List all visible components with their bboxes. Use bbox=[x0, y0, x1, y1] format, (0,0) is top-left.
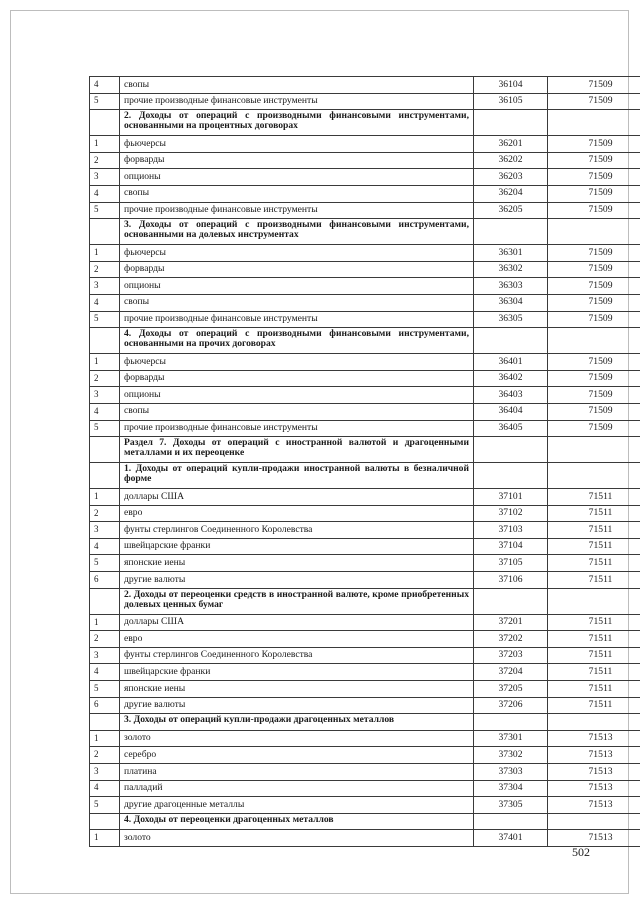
row-account: 71511 bbox=[548, 647, 640, 664]
row-name: прочие производные финансовые инструменты bbox=[120, 420, 474, 437]
row-number bbox=[90, 463, 120, 489]
row-name: фьючерсы bbox=[120, 245, 474, 262]
row-code: 36205 bbox=[474, 202, 548, 219]
table-row bbox=[90, 780, 640, 797]
row-code: 37103 bbox=[474, 522, 548, 539]
row-number bbox=[90, 110, 120, 136]
row-account: 71509 bbox=[548, 93, 640, 110]
table-row bbox=[90, 311, 640, 328]
table-row bbox=[90, 505, 640, 522]
row-code bbox=[474, 813, 548, 830]
row-account: 71509 bbox=[548, 185, 640, 202]
table-row bbox=[90, 354, 640, 371]
row-code: 37201 bbox=[474, 614, 548, 631]
row-code: 36304 bbox=[474, 294, 548, 311]
table-row bbox=[90, 664, 640, 681]
row-name: 3. Доходы от операций купли-продажи драгоценных металлов bbox=[120, 714, 474, 731]
row-number bbox=[90, 588, 120, 614]
row-account bbox=[548, 110, 640, 136]
row-code: 36305 bbox=[474, 311, 548, 328]
row-name: 2. Доходы от переоценки средств в иностранной валюте, кроме приобретенных долевых ценных бумаг bbox=[120, 588, 474, 614]
row-account: 71511 bbox=[548, 631, 640, 648]
row-name: палладий bbox=[120, 780, 474, 797]
row-account: 71511 bbox=[548, 697, 640, 714]
table-body bbox=[90, 77, 640, 847]
row-code: 36302 bbox=[474, 261, 548, 278]
row-code: 36405 bbox=[474, 420, 548, 437]
row-number: 4 bbox=[90, 294, 120, 311]
table-row bbox=[90, 77, 640, 94]
section-heading-row bbox=[90, 437, 640, 463]
row-name: опционы bbox=[120, 169, 474, 186]
row-number: 3 bbox=[90, 522, 120, 539]
row-number: 1 bbox=[90, 354, 120, 371]
row-number: 1 bbox=[90, 489, 120, 506]
row-account: 71513 bbox=[548, 830, 640, 847]
row-code: 37301 bbox=[474, 730, 548, 747]
row-name: опционы bbox=[120, 387, 474, 404]
row-name: платина bbox=[120, 764, 474, 781]
row-name: золото bbox=[120, 730, 474, 747]
table-row bbox=[90, 93, 640, 110]
row-number: 3 bbox=[90, 764, 120, 781]
row-name: доллары США bbox=[120, 614, 474, 631]
row-number: 6 bbox=[90, 697, 120, 714]
row-code: 37106 bbox=[474, 572, 548, 589]
row-name: фьючерсы bbox=[120, 354, 474, 371]
row-name: швейцарские франки bbox=[120, 664, 474, 681]
table-row bbox=[90, 555, 640, 572]
row-name: 1. Доходы от операций купли-продажи иностранной валюты в безналичной форме bbox=[120, 463, 474, 489]
table-row bbox=[90, 697, 640, 714]
row-name: прочие производные финансовые инструменты bbox=[120, 311, 474, 328]
row-account: 71511 bbox=[548, 489, 640, 506]
row-code bbox=[474, 328, 548, 354]
row-code: 37303 bbox=[474, 764, 548, 781]
row-number: 2 bbox=[90, 370, 120, 387]
row-code: 36203 bbox=[474, 169, 548, 186]
row-name: другие валюты bbox=[120, 697, 474, 714]
row-number: 2 bbox=[90, 261, 120, 278]
table-row bbox=[90, 202, 640, 219]
row-number: 1 bbox=[90, 830, 120, 847]
row-code: 37305 bbox=[474, 797, 548, 814]
row-code: 36402 bbox=[474, 370, 548, 387]
row-name: японские иены bbox=[120, 681, 474, 698]
row-account: 71509 bbox=[548, 152, 640, 169]
row-number: 5 bbox=[90, 797, 120, 814]
row-account: 71511 bbox=[548, 681, 640, 698]
table-row bbox=[90, 185, 640, 202]
row-number: 5 bbox=[90, 420, 120, 437]
row-number: 5 bbox=[90, 311, 120, 328]
row-number: 2 bbox=[90, 505, 120, 522]
row-account: 71509 bbox=[548, 294, 640, 311]
row-name: опционы bbox=[120, 278, 474, 295]
row-number: 5 bbox=[90, 555, 120, 572]
section-heading-row bbox=[90, 463, 640, 489]
table-row bbox=[90, 152, 640, 169]
table-row bbox=[90, 169, 640, 186]
section-heading-row bbox=[90, 328, 640, 354]
row-number: 3 bbox=[90, 278, 120, 295]
row-name: свопы bbox=[120, 294, 474, 311]
row-name: свопы bbox=[120, 403, 474, 420]
row-name: Раздел 7. Доходы от операций с иностранной валютой и драгоценными металлами и их переоценке bbox=[120, 437, 474, 463]
row-name: 4. Доходы от переоценки драгоценных металлов bbox=[120, 813, 474, 830]
row-number bbox=[90, 714, 120, 731]
row-name: свопы bbox=[120, 185, 474, 202]
table-row bbox=[90, 278, 640, 295]
row-name: форварды bbox=[120, 370, 474, 387]
row-code: 37206 bbox=[474, 697, 548, 714]
table-row bbox=[90, 830, 640, 847]
row-code: 36403 bbox=[474, 387, 548, 404]
section-heading-row bbox=[90, 219, 640, 245]
row-account bbox=[548, 463, 640, 489]
table-row bbox=[90, 522, 640, 539]
row-account: 71511 bbox=[548, 505, 640, 522]
row-number: 6 bbox=[90, 572, 120, 589]
row-name: фунты стерлингов Соединенного Королевства bbox=[120, 647, 474, 664]
row-number: 4 bbox=[90, 185, 120, 202]
row-number: 1 bbox=[90, 614, 120, 631]
row-name: японские иены bbox=[120, 555, 474, 572]
row-code: 36301 bbox=[474, 245, 548, 262]
row-account: 71513 bbox=[548, 764, 640, 781]
row-code bbox=[474, 463, 548, 489]
table-row bbox=[90, 681, 640, 698]
row-number: 2 bbox=[90, 631, 120, 648]
row-number bbox=[90, 328, 120, 354]
row-account: 71513 bbox=[548, 730, 640, 747]
section-heading-row bbox=[90, 813, 640, 830]
row-name: 3. Доходы от операций с производными финансовыми инструментами, основанными на долевых инструментах bbox=[120, 219, 474, 245]
row-account: 71509 bbox=[548, 169, 640, 186]
section-heading-row bbox=[90, 714, 640, 731]
row-name: форварды bbox=[120, 261, 474, 278]
row-code: 37102 bbox=[474, 505, 548, 522]
row-account: 71511 bbox=[548, 522, 640, 539]
row-code: 36105 bbox=[474, 93, 548, 110]
row-account: 71509 bbox=[548, 420, 640, 437]
table-row bbox=[90, 797, 640, 814]
row-code bbox=[474, 110, 548, 136]
row-account: 71511 bbox=[548, 614, 640, 631]
row-name: евро bbox=[120, 505, 474, 522]
row-account: 71509 bbox=[548, 354, 640, 371]
row-account: 71509 bbox=[548, 245, 640, 262]
row-name: золото bbox=[120, 830, 474, 847]
table-row bbox=[90, 403, 640, 420]
row-account: 71511 bbox=[548, 538, 640, 555]
row-number: 5 bbox=[90, 202, 120, 219]
row-name: 4. Доходы от операций с производными финансовыми инструментами, основанными на прочих договорах bbox=[120, 328, 474, 354]
table-row bbox=[90, 294, 640, 311]
row-account bbox=[548, 813, 640, 830]
row-account: 71511 bbox=[548, 555, 640, 572]
row-account: 71513 bbox=[548, 797, 640, 814]
accounts-table bbox=[89, 76, 640, 847]
row-account: 71509 bbox=[548, 136, 640, 153]
row-name: серебро bbox=[120, 747, 474, 764]
row-account: 71509 bbox=[548, 278, 640, 295]
table-row bbox=[90, 764, 640, 781]
row-number: 4 bbox=[90, 664, 120, 681]
table-row bbox=[90, 538, 640, 555]
row-account: 71509 bbox=[548, 261, 640, 278]
row-number: 5 bbox=[90, 93, 120, 110]
row-number: 4 bbox=[90, 538, 120, 555]
page-number: 502 bbox=[572, 845, 590, 859]
table-row bbox=[90, 245, 640, 262]
row-account: 71509 bbox=[548, 77, 640, 94]
row-number: 3 bbox=[90, 169, 120, 186]
row-code: 36404 bbox=[474, 403, 548, 420]
table-row bbox=[90, 370, 640, 387]
row-code: 37204 bbox=[474, 664, 548, 681]
row-number: 4 bbox=[90, 77, 120, 94]
row-number: 3 bbox=[90, 387, 120, 404]
table-row bbox=[90, 420, 640, 437]
row-name: фунты стерлингов Соединенного Королевства bbox=[120, 522, 474, 539]
row-account: 71509 bbox=[548, 387, 640, 404]
row-account bbox=[548, 328, 640, 354]
table-row bbox=[90, 572, 640, 589]
row-number: 1 bbox=[90, 730, 120, 747]
row-account: 71509 bbox=[548, 370, 640, 387]
row-code: 36303 bbox=[474, 278, 548, 295]
section-heading-row bbox=[90, 110, 640, 136]
row-name: швейцарские франки bbox=[120, 538, 474, 555]
row-number bbox=[90, 219, 120, 245]
row-name: фьючерсы bbox=[120, 136, 474, 153]
row-number bbox=[90, 813, 120, 830]
row-name: форварды bbox=[120, 152, 474, 169]
row-code: 37203 bbox=[474, 647, 548, 664]
row-account bbox=[548, 714, 640, 731]
row-code: 36202 bbox=[474, 152, 548, 169]
table-row bbox=[90, 730, 640, 747]
row-code: 36104 bbox=[474, 77, 548, 94]
row-account: 71513 bbox=[548, 780, 640, 797]
row-account: 71511 bbox=[548, 572, 640, 589]
table-row bbox=[90, 614, 640, 631]
row-code: 37101 bbox=[474, 489, 548, 506]
row-number: 1 bbox=[90, 136, 120, 153]
table-row bbox=[90, 647, 640, 664]
row-account: 71509 bbox=[548, 403, 640, 420]
row-account: 71509 bbox=[548, 202, 640, 219]
row-name: прочие производные финансовые инструменты bbox=[120, 202, 474, 219]
table-row bbox=[90, 136, 640, 153]
row-code: 36401 bbox=[474, 354, 548, 371]
row-number: 2 bbox=[90, 747, 120, 764]
row-name: 2. Доходы от операций с производными финансовыми инструментами, основанными на процентных договорах bbox=[120, 110, 474, 136]
row-code: 37304 bbox=[474, 780, 548, 797]
section-heading-row bbox=[90, 588, 640, 614]
row-code bbox=[474, 588, 548, 614]
row-account bbox=[548, 437, 640, 463]
row-name: евро bbox=[120, 631, 474, 648]
row-code bbox=[474, 437, 548, 463]
row-account: 71513 bbox=[548, 747, 640, 764]
table-row bbox=[90, 631, 640, 648]
row-name: доллары США bbox=[120, 489, 474, 506]
table-row bbox=[90, 261, 640, 278]
row-code: 37202 bbox=[474, 631, 548, 648]
row-number: 4 bbox=[90, 780, 120, 797]
row-code: 37205 bbox=[474, 681, 548, 698]
row-code: 37302 bbox=[474, 747, 548, 764]
row-code: 36204 bbox=[474, 185, 548, 202]
row-name: другие драгоценные металлы bbox=[120, 797, 474, 814]
row-name: другие валюты bbox=[120, 572, 474, 589]
row-number bbox=[90, 437, 120, 463]
row-number: 1 bbox=[90, 245, 120, 262]
row-account bbox=[548, 219, 640, 245]
row-account: 71511 bbox=[548, 664, 640, 681]
row-name: свопы bbox=[120, 77, 474, 94]
row-code: 37401 bbox=[474, 830, 548, 847]
row-code: 37105 bbox=[474, 555, 548, 572]
row-code: 36201 bbox=[474, 136, 548, 153]
row-code bbox=[474, 714, 548, 731]
table-row bbox=[90, 387, 640, 404]
row-number: 2 bbox=[90, 152, 120, 169]
row-code bbox=[474, 219, 548, 245]
row-name: прочие производные финансовые инструменты bbox=[120, 93, 474, 110]
row-code: 37104 bbox=[474, 538, 548, 555]
table-row bbox=[90, 747, 640, 764]
row-account bbox=[548, 588, 640, 614]
row-number: 4 bbox=[90, 403, 120, 420]
row-number: 3 bbox=[90, 647, 120, 664]
table-row bbox=[90, 489, 640, 506]
row-number: 5 bbox=[90, 681, 120, 698]
row-account: 71509 bbox=[548, 311, 640, 328]
